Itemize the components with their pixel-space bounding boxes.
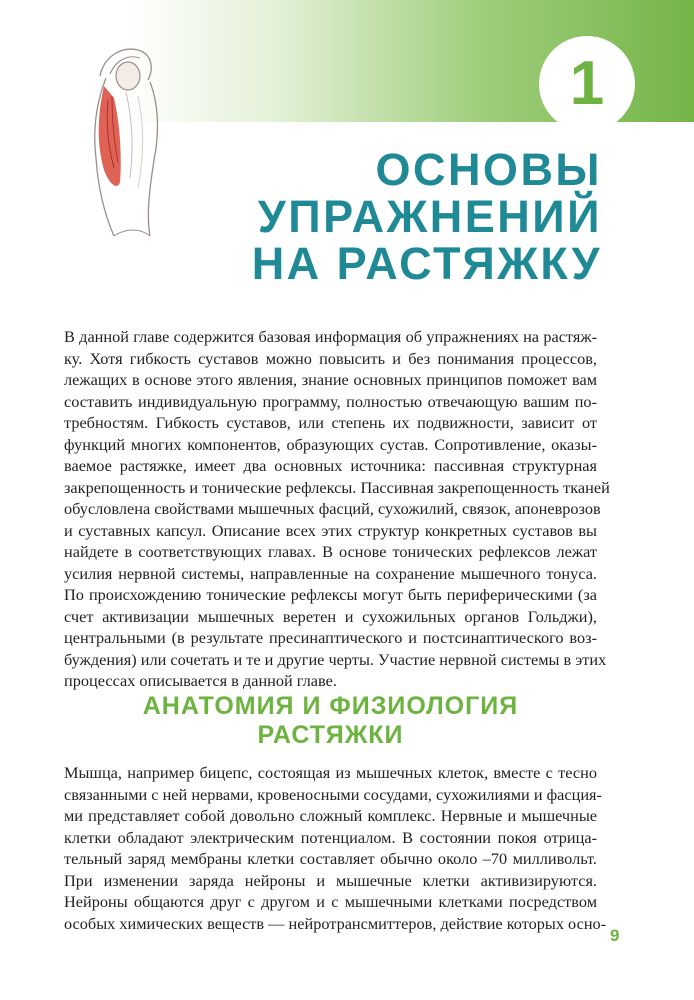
text-line: ку. Хотя гибкость суставов можно повысить и без понимания процессов,	[64, 348, 597, 368]
chapter-title-line: ОСНОВЫ	[375, 144, 602, 195]
text-line: ми представляет собой довольно сложный комплекс. Нервные и мышечные	[64, 806, 597, 825]
body-paragraph	[64, 762, 607, 934]
text-line: найдете в соответствующих главах. В основе тонических рефлексов лежат	[64, 542, 597, 561]
text-line: лежащих в основе этого явления, знание основных принципов поможет вам	[64, 370, 597, 389]
text-line: требностям. Гибкость суставов, или степень их подвижности, зависит от	[64, 413, 597, 432]
chapter-title	[252, 146, 602, 287]
page-number: 9	[610, 926, 620, 945]
chapter-number-badge	[539, 36, 635, 132]
section-heading-line: РАСТЯЖКИ	[257, 721, 404, 749]
text-line: процессах описывается в данной главе.	[64, 671, 337, 690]
text-line: В данной главе содержится базовая информация об упражнениях на растяж-	[64, 327, 597, 346]
text-line: буждения) или сочетать и те и другие черты. Участие нервной системы в этих	[64, 649, 607, 669]
text-line: закрепощенность и тонические рефлексы. Пассивная закрепощенность тканей	[64, 477, 610, 497]
text-line: При изменении заряда нейроны и мышечные клетки активизируются.	[64, 870, 597, 890]
text-line: клетки обладают электрическим потенциалом. В состоянии покоя отрица-	[64, 827, 597, 847]
section-heading-line: АНАТОМИЯ И ФИЗИОЛОГИЯ	[142, 692, 519, 720]
text-line: По происхождению тонические рефлексы могут быть периферическими (за	[64, 585, 597, 604]
text-line: особых химических веществ — нейротрансмиттеров, действие которых осно-	[64, 913, 607, 933]
text-line: центральными (в результате пресинаптического и постсинаптического воз-	[64, 628, 597, 647]
text-line: и суставных капсул. Описание всех этих структур конкретных суставов вы	[64, 520, 597, 540]
text-line: счет активизации мышечных веретен и сухожильных органов Гольджи),	[64, 606, 597, 626]
text-line: связанными с ней нервами, кровеносными сосудами, сухожилиями и фасция-	[64, 784, 602, 804]
stretching-torso-illustration-icon	[70, 38, 180, 238]
chapter-title-line: НА РАСТЯЖКУ	[251, 238, 602, 289]
text-line: функций многих компонентов, образующих сустав. Сопротивление, оказы-	[64, 434, 597, 454]
text-line: ваемое растяжке, имеет два основных источника: пассивная структурная	[64, 456, 597, 475]
section-heading	[64, 692, 597, 750]
text-line: Нейроны общаются друг с другом и с мышечными клетками посредством	[64, 892, 597, 911]
text-line: составить индивидуальную программу, полностью отвечающую вашим по-	[64, 391, 597, 411]
text-line: Мышца, например бицепс, состоящая из мышечных клеток, вместе с тесно	[64, 763, 597, 782]
text-line: усилия нервной системы, направленные на сохранение мышечного тонуса.	[64, 563, 597, 583]
intro-paragraph	[64, 326, 610, 692]
text-line: тельный заряд мембраны клетки составляет обычно около –70 милливольт.	[64, 849, 597, 868]
chapter-number: 1	[569, 49, 605, 118]
chapter-title-line: УПРАЖНЕНИЙ	[257, 191, 602, 242]
text-line: обусловлена свойствами мышечных фасций, сухожилий, связок, апоневрозов	[64, 499, 601, 518]
